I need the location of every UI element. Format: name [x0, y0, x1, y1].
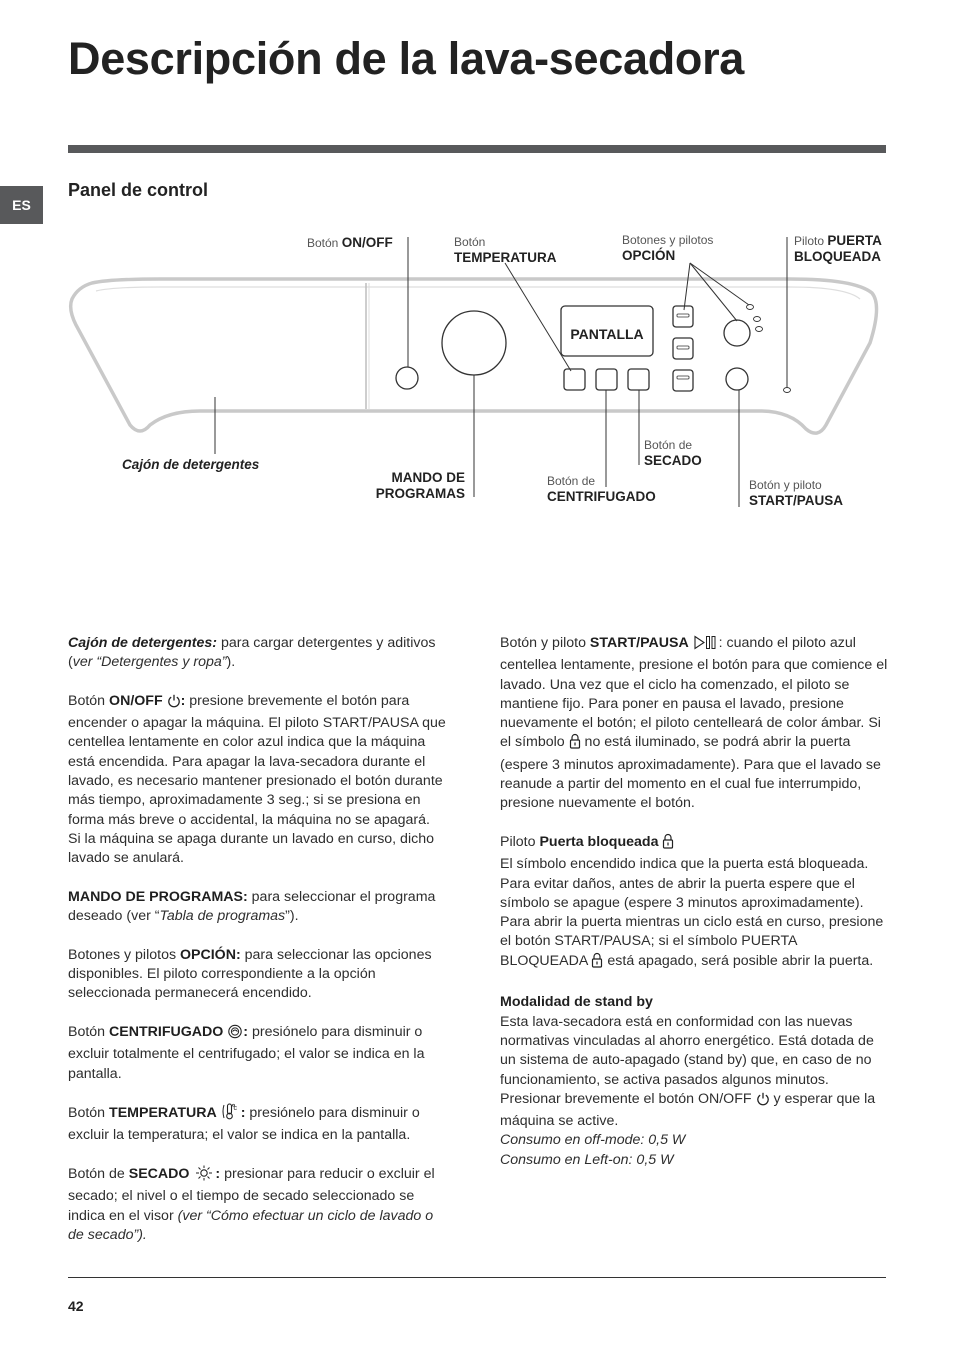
page-number: 42 [68, 1298, 84, 1314]
padlock-icon [591, 952, 603, 974]
label-centrifugado: Botón de CENTRIFUGADO [547, 474, 656, 504]
footer-rule [68, 1277, 886, 1278]
paragraph-secado: Botón de SECADO : presionar para reducir o excluir el secado; el nivel o el tiempo de secado seleccionado se indica en el visor (ver “Cómo efectuar un ciclo de lavado o de secado”). [68, 1166, 435, 1243]
power-icon [167, 694, 181, 714]
label-onoff: Botón ON/OFF [307, 235, 393, 250]
power-icon [756, 1092, 770, 1112]
thermometer-icon [221, 1103, 241, 1126]
paragraph-standby: Modalidad de stand by Esta lava-secadora está en conformidad con las nuevas normativas vinculadas al ahorro energético. Está dotada de un sistema de auto-apagado (stand by) que, en caso de no funcionamiento, se activa pasados algunos minutos. Presionar brevemente el botón ON/OFF y esperar que la máquina se active. Consumo en off-mode: 0,5 W Consumo en Left-on: 0,5 W [500, 994, 876, 1168]
paragraph-onoff-2: Si la máquina se apaga durante un lavado en curso, dicho lavado se anulará. [68, 830, 434, 867]
svg-text:c: c [233, 1105, 237, 1113]
label-cajon: Cajón de detergentes [122, 457, 260, 472]
paragraph-centrifugado: Botón CENTRIFUGADO : presiónelo para disminuir o excluir totalmente el centrifugado; el valor se indica en la pantalla. [68, 1023, 425, 1082]
language-tab: ES [0, 186, 43, 224]
paragraph-temperatura: Botón TEMPERATURA c : presiónelo para disminuir o excluir la temperatura; el valor se indica en la pantalla. [68, 1105, 420, 1144]
title-underline-bar [68, 145, 886, 153]
label-puerta-bloqueada: Piloto PUERTA BLOQUEADA [794, 233, 882, 264]
padlock-icon [662, 833, 674, 855]
paragraph-opcion: Botones y pilotos OPCIÓN: para seleccionar las opciones disponibles. El piloto correspondiente a la opción seleccionada permanecerá encendido. [68, 946, 432, 1002]
right-column [500, 634, 888, 1189]
control-panel-diagram [0, 225, 954, 525]
spin-icon [227, 1024, 243, 1045]
label-temperatura: Botón TEMPERATURA [454, 235, 557, 265]
page-title: Descripción de la lava-secadora [68, 33, 745, 84]
label-start-pausa: Botón y piloto START/PAUSA [749, 478, 843, 508]
paragraph-cajon: Cajón de detergentes: para cargar detergentes y aditivos (ver “Detergentes y ropa”). [68, 635, 436, 671]
display-label: PANTALLA [570, 326, 644, 342]
start-pause-icon [693, 635, 719, 656]
paragraph-puerta-bloqueada: Piloto Puerta bloqueada El símbolo encendido indica que la puerta está bloqueada. Para evitar daños, antes de abrir la puerta espere que el símbolo se apague (espere 3 minutos aproximadamente). Para abrir la puerta mientras un ciclo está en curso, presione el botón START/PAUSA; si el símbolo PUERTA BLOQUEADA está apagado, será posible abrir la puerta. [500, 833, 888, 974]
paragraph-mando: MANDO DE PROGRAMAS: para seleccionar el programa deseado (ver “Tabla de programas”). [68, 888, 436, 925]
padlock-icon [569, 733, 581, 755]
sun-drying-icon [193, 1165, 215, 1187]
label-opcion: Botones y pilotos OPCIÓN [622, 233, 714, 263]
paragraph-start-pausa: Botón y piloto START/PAUSA : cuando el piloto azul centellea lentamente, presione el botón para que comience el lavado. Una vez que el ciclo ha comenzado, el piloto se mantiene fijo. Para poner en pausa el lavado, presione nuevamente el botón; el piloto centelleará de color ámbar. Si el símbolo no está iluminado, se podrá abrir la puerta (espere 3 minutos aproximadamente). Para que el lavado se reanude a partir del momento en el cual fue interrumpido, presione nuevamente el botón. [500, 635, 888, 812]
left-column [68, 634, 448, 1265]
label-mando: MANDO DE PROGRAMAS [375, 470, 465, 501]
paragraph-onoff: Botón ON/OFF : presione brevemente el botón para encender o apagar la máquina. El piloto START/PAUSA que centellea lentamente en color azul indica que la máquina está encendida. Para apagar la lava-secadora durante el lavado, es necesario mantener presionado el botón durante más tiempo, aproximadamente 3 seg.; si se presiona en forma más breve o accidental, la máquina no se apagará. [68, 692, 446, 828]
section-title: Panel de control [68, 180, 209, 200]
label-secado: Botón de SECADO [644, 438, 702, 468]
